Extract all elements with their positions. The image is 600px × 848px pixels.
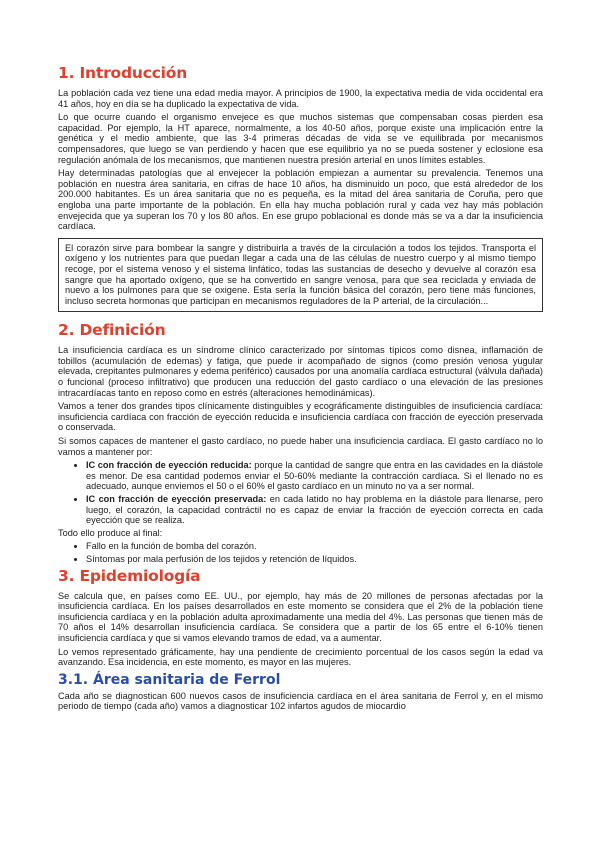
list-item: • Fallo en la función de bomba del corazón.	[86, 541, 543, 552]
list-item-term: IC con fracción de eyección preservada:	[86, 494, 267, 504]
intro-paragraph-2: Lo que ocurre cuando el organismo envejece es que muchos sistemas que compensaban cosas pierden esa capacidad. Por ejemplo, la HT aparece, normalmente, a los 40-50 años, porque existe una implicación entre la genética y el medio ambiente, que las 3-4 primeras décadas de vida se ve equilibrada por mecanismos compensadores, que luego se van perdiendo y hacen que ese equilibrio ya no se pueda sostener y eclosione esa regulación anómala de los mecanismos, que mantienen nuestra presión arterial en unos límites estables.	[58, 112, 543, 165]
ferrol-paragraph-1: Cada año se diagnostican 600 nuevos casos de insuficiencia cardíaca en el área sanitaria de Ferrol y, en el mismo periodo de tiempo (cada año) vamos a diagnosticar 102 infartos agudos de miocardio	[58, 690, 543, 712]
list-item	[86, 460, 543, 492]
intro-paragraph-3: Hay determinadas patologías que al envejecer la población empiezan a aumentar su prevalencia. Tenemos una población en nuestra área sanitaria, en cifras de hace 10 años, ha disminuido un poco, que está alrededor de los 200.000 habitantes. Es un área sanitaria que no es pequeña, es la mitad del área sanitaria de Coruña, pero que engloba una parte importante de la población. En ella hay mucha población rural y cada vez hay más población envejecida que ya superan los 70 y los 80 años. En ese grupo poblacional es donde más se va a dar la insuficiencia cardíaca.	[58, 168, 543, 232]
list-item: • Síntomas por mala perfusión de los tejidos y retención de líquidos.	[86, 554, 543, 565]
list-item-term: IC con fracción de eyección reducida:	[86, 460, 252, 471]
heart-function-box	[58, 238, 543, 313]
consequences-list	[58, 541, 543, 564]
section-title-epidemiologia: 3. Epidemiología	[58, 566, 201, 585]
ic-types-list	[58, 460, 543, 526]
definicion-paragraph-1: La insuficiencia cardíaca es un síndrome clínico caracterizado por síntomas típicos como disnea, inflamación de tobillos (acumulación de edemas) y fatiga, que puede ir acompañado de signos (como presión venosa yugular elevada, crepitantes pulmonares y edema periférico) causados por una anomalía cardíaca estructural (válvula dañada) o funcional (proceso infiltrativo) que producen una reducción del gasto cardíaco o una elevación de las presiones intracardíacas tanto en reposo como en estrés (alteraciones hemodinámicas).	[58, 345, 543, 398]
list-item-text: en cada latido no hay problema en la diástole para llenarse, pero luego, el corazón, la capacidad contráctil no es capaz de enviar la fracción de eyección correcta en cada eyección que se realiza.	[86, 494, 543, 526]
heart-function-text: El corazón sirve para bombear la sangre y distribuirla a través de la circulación a todos los tejidos. Transporta el oxígeno y los nutrientes para que puedan llegar a cada una de las células de nuestro cuerpo y al mismo tiempo recoge, por el sistema venoso y el sistema linfático, todas las sustancias de desecho y devuelve al corazón esa sangre que ha aportado oxígeno, que se ha convertido en sangre venosa, para que sea reciclada y enviada de nuevo a los pulmones para que se oxigene. Esta sería la función básica del corazón, pero tiene más funciones, incluso secreta hormonas que participan en mecanismos reguladores de la P arterial, de la circulación...	[65, 242, 536, 306]
epidemiologia-paragraph-2: Lo vemos representado gráficamente, hay una pendiente de crecimiento porcentual de los casos según la edad va avanzando. Esa incidencia, en este momento, es mayor en las mujeres.	[58, 646, 543, 668]
definicion-paragraph-3: Si somos capaces de mantener el gasto cardíaco, no puede haber una insuficiencia cardíaca. El gasto cardíaco no lo vamos a mantener por:	[58, 436, 543, 457]
list-item-text: porque la cantidad de sangre que entra en las cavidades en la diástole es menor. De esa cantidad podemos enviar el 50-60% mediante la contracción cardíaca. Si el llenado no es adecuado, aunque enviemos el 50 o el 60% el gasto cardíaco en un minuto no va a ser normal.	[86, 460, 543, 492]
section-title-definicion: 2. Definición	[58, 321, 166, 340]
intro-paragraph-1: La población cada vez tiene una edad media mayor. A principios de 1900, la expectativa media de vida occidental era 41 años, hoy en día se ha duplicado la expectativa de vida.	[58, 88, 543, 109]
definicion-paragraph-4: Todo ello produce al final:	[58, 527, 163, 538]
epidemiologia-paragraph-1: Se calcula que, en países como EE. UU., por ejemplo, hay más de 20 millones de personas afectadas por la insuficiencia cardíaca. En los países desarrollados en este momento se considera que el 2% de la población tiene insuficiencia cardíaca y en la población adulta aproximadamente una media del 4%. Las personas que tienen más de 70 años el 14% desarrollan insuficiencia cardíaca. Se considera que a partir de los 65 entre el 6-10% tienen insuficiencia cardíaca y que si vamos elevando tramos de edad, va a aumentar.	[58, 590, 543, 643]
subsection-title-ferrol: 3.1. Área sanitaria de Ferrol	[58, 671, 281, 688]
section-title-introduccion: 1. Introducción	[58, 64, 188, 82]
list-item	[86, 494, 543, 526]
definicion-paragraph-2: Vamos a tener dos grandes tipos clínicamente distinguibles y ecográficamente distinguibles de insuficiencia cardíaca: insuficiencia cardíaca con fracción de eyección reducida e insuficiencia cardíaca con fracción de eyección preservada o conservada.	[58, 401, 543, 433]
